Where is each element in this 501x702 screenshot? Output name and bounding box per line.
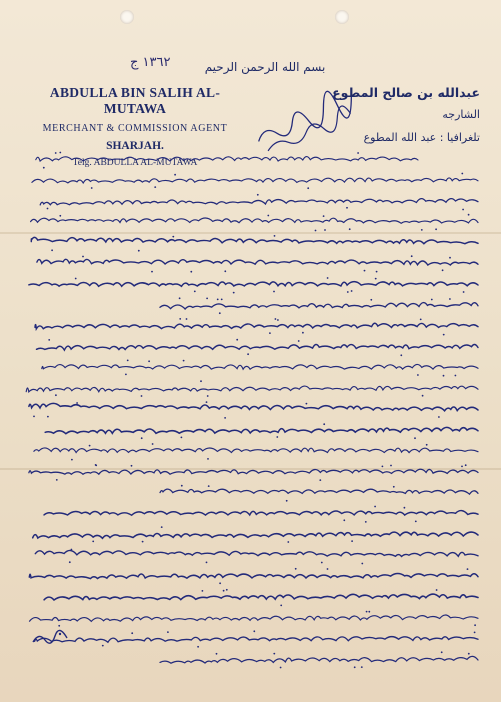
- diacritic-dot: [273, 653, 275, 655]
- diacritic-dot: [174, 174, 176, 176]
- handwriting-line: [35, 323, 478, 329]
- diacritic-dot: [321, 562, 323, 564]
- diacritic-dot: [102, 645, 104, 647]
- diacritic-dot: [307, 187, 309, 189]
- diacritic-dot: [368, 611, 370, 613]
- hijri-date: ١٣٦٢ ج: [130, 55, 171, 70]
- diacritic-dot: [463, 291, 465, 293]
- diacritic-dot: [224, 417, 226, 419]
- diacritic-dot: [421, 229, 423, 231]
- diacritic-dot: [347, 291, 349, 293]
- diacritic-dot: [71, 549, 73, 551]
- diacritic-dot: [435, 228, 437, 230]
- handwriting-line: [160, 656, 478, 663]
- diacritic-dot: [190, 271, 192, 273]
- diacritic-dot: [287, 541, 289, 543]
- diacritic-dot: [33, 416, 35, 418]
- diacritic-dot: [400, 354, 402, 356]
- diacritic-dot: [131, 465, 133, 467]
- diacritic-dot: [221, 299, 223, 301]
- diacritic-dot: [366, 611, 368, 613]
- diacritic-dot: [200, 380, 202, 382]
- diacritic-dot: [327, 568, 329, 570]
- diacritic-dot: [179, 297, 181, 299]
- diacritic-dot: [267, 215, 269, 217]
- diacritic-dot: [346, 207, 348, 209]
- diacritic-dot: [343, 519, 345, 521]
- diacritic-dot: [365, 521, 367, 523]
- diacritic-dot: [465, 464, 467, 466]
- diacritic-dot: [449, 257, 451, 259]
- diacritic-dot: [154, 186, 156, 188]
- merchant-name: ABDULLA BIN SALIH AL-MUTAWA: [49, 85, 221, 116]
- diacritic-dot: [217, 299, 219, 301]
- diacritic-dot: [370, 299, 372, 301]
- diacritic-dot: [233, 292, 235, 294]
- diacritic-dot: [141, 437, 143, 439]
- handwriting-line: [37, 259, 478, 265]
- diacritic-dot: [219, 582, 221, 584]
- handwriting-line: [29, 574, 478, 579]
- diacritic-dot: [197, 646, 199, 648]
- diacritic-dot: [315, 230, 317, 232]
- diacritic-dot: [236, 339, 238, 341]
- diacritic-dot: [351, 290, 353, 292]
- diacritic-dot: [206, 401, 208, 403]
- diacritic-dot: [223, 590, 225, 592]
- arabic-merchant-name: عبدالله بن صالح المطوع: [332, 85, 480, 100]
- diacritic-dot: [280, 605, 282, 607]
- diacritic-dot: [216, 653, 218, 655]
- diacritic-dot: [69, 561, 71, 563]
- handwriting-line: [45, 427, 478, 433]
- diacritic-dot: [438, 416, 440, 418]
- diacritic-dot: [461, 173, 463, 175]
- diacritic-dot: [474, 624, 476, 626]
- diacritic-dot: [247, 353, 249, 355]
- diacritic-dot: [89, 445, 91, 447]
- diacritic-dot: [441, 651, 443, 653]
- diacritic-dot: [148, 360, 150, 362]
- diacritic-dot: [206, 298, 208, 300]
- diacritic-dot: [59, 215, 61, 217]
- diacritic-dot: [436, 589, 438, 591]
- diacritic-dot: [127, 360, 129, 362]
- bismillah-header: بسم الله الرحمن الرحيم: [204, 60, 326, 74]
- diacritic-dot: [55, 394, 57, 396]
- diacritic-dot: [92, 541, 94, 543]
- merchant-city: SHARJAH.: [106, 140, 164, 152]
- diacritic-dot: [47, 416, 49, 418]
- diacritic-dot: [51, 249, 53, 251]
- diacritic-dot: [354, 666, 356, 668]
- diacritic-dot: [474, 632, 476, 634]
- diacritic-dot: [161, 526, 163, 528]
- diacritic-dot: [467, 568, 469, 570]
- diacritic-dot: [319, 479, 321, 481]
- diacritic-dot: [286, 500, 288, 502]
- diacritic-dot: [226, 589, 228, 591]
- handwriting-line: [44, 594, 478, 600]
- diacritic-dot: [194, 291, 196, 293]
- diacritic-dot: [323, 423, 325, 425]
- diacritic-dot: [323, 215, 325, 217]
- diacritic-dot: [415, 521, 417, 523]
- diacritic-dot: [422, 395, 424, 397]
- diacritic-dot: [431, 299, 433, 301]
- diacritic-dot: [269, 332, 271, 334]
- diacritic-dot: [91, 187, 93, 189]
- diacritic-dot: [468, 214, 470, 216]
- diacritic-dot: [151, 271, 153, 273]
- handwriting-line: [44, 511, 478, 516]
- diacritic-dot: [125, 374, 127, 376]
- diacritic-dot: [82, 256, 84, 258]
- diacritic-dot: [390, 465, 392, 467]
- diacritic-dot: [393, 486, 395, 488]
- diacritic-dot: [138, 250, 140, 252]
- diacritic-dot: [273, 291, 275, 293]
- diacritic-dot: [426, 444, 428, 446]
- diacritic-dot: [183, 360, 185, 362]
- diacritic-dot: [374, 506, 376, 508]
- handwriting-line: [30, 615, 479, 621]
- diacritic-dot: [364, 270, 366, 272]
- diacritic-dot: [361, 563, 363, 565]
- diacritic-dot: [462, 209, 464, 211]
- handwriting-line: [29, 469, 478, 474]
- telegraph-address: Telg. ABDULLA AL-MUTAWA: [72, 158, 198, 168]
- diacritic-dot: [257, 194, 259, 196]
- diacritic-dot: [449, 298, 451, 300]
- diacritic-dot: [186, 318, 188, 320]
- diacritic-dot: [179, 318, 181, 320]
- diacritic-dot: [71, 459, 73, 461]
- handwriting-line: [160, 489, 478, 494]
- diacritic-dot: [306, 403, 308, 405]
- diacritic-dot: [202, 590, 204, 592]
- diacritic-dot: [461, 466, 463, 468]
- diacritic-dot: [207, 395, 209, 397]
- merchant-subtitle: MERCHANT & COMMISSION AGENT: [42, 123, 228, 134]
- diacritic-dot: [443, 375, 445, 377]
- diacritic-dot: [382, 466, 384, 468]
- diacritic-dot: [280, 667, 282, 669]
- diacritic-dot: [274, 235, 276, 237]
- diacritic-dot: [375, 278, 377, 280]
- diacritic-dot: [417, 374, 419, 376]
- diacritic-dot: [253, 630, 255, 632]
- signature-mark: [30, 628, 70, 648]
- diacritic-dot: [43, 167, 45, 169]
- diacritic-dot: [295, 568, 297, 570]
- handwriting-line: [29, 403, 478, 410]
- diacritic-dot: [142, 541, 144, 543]
- diacritic-dot: [47, 208, 49, 210]
- diacritic-dot: [48, 339, 50, 341]
- diacritic-dot: [443, 334, 445, 336]
- diacritic-dot: [414, 437, 416, 439]
- diacritic-dot: [181, 437, 183, 439]
- diacritic-dot: [298, 340, 300, 342]
- diacritic-dot: [376, 271, 378, 273]
- handwriting-line: [35, 637, 478, 643]
- diacritic-dot: [58, 625, 60, 627]
- diacritic-dot: [219, 312, 221, 314]
- diacritic-dot: [276, 436, 278, 438]
- diacritic-dot: [141, 395, 143, 397]
- diacritic-dot: [442, 269, 444, 271]
- diacritic-dot: [420, 319, 422, 321]
- diacritic-dot: [327, 277, 329, 279]
- arabic-city: الشارجه: [442, 108, 480, 121]
- handwriting-line: [42, 364, 478, 369]
- diacritic-dot: [224, 270, 226, 272]
- diacritic-dot: [76, 402, 78, 404]
- handwriting-line: [31, 218, 478, 223]
- diacritic-dot: [75, 278, 77, 280]
- diacritic-dot: [167, 631, 169, 633]
- handwriting-line: [31, 237, 478, 243]
- diacritic-dot: [351, 540, 353, 542]
- handwriting-line: [40, 199, 478, 205]
- handwriting-line: [32, 178, 478, 183]
- diacritic-dot: [181, 485, 183, 487]
- handwriting-line: [26, 386, 478, 392]
- diacritic-dot: [206, 562, 208, 564]
- diacritic-dot: [277, 319, 279, 321]
- handwriting-line: [160, 303, 478, 309]
- diacritic-dot: [302, 332, 304, 334]
- diacritic-dot: [404, 507, 406, 509]
- diacritic-dot: [59, 152, 61, 154]
- handwriting-line: [37, 344, 479, 350]
- diacritic-dot: [56, 479, 58, 481]
- diacritic-dot: [349, 228, 351, 230]
- diacritic-dot: [357, 152, 359, 154]
- diacritic-dot: [455, 375, 457, 377]
- handwriting-line: [35, 550, 478, 556]
- diacritic-dot: [361, 666, 363, 668]
- handwriting-line: [29, 282, 478, 287]
- diacritic-dot: [468, 653, 470, 655]
- diacritic-dot: [131, 632, 133, 634]
- diacritic-dot: [55, 152, 57, 154]
- diacritic-dot: [207, 458, 209, 460]
- handwriting-line: [33, 532, 478, 538]
- arabic-telegraph: تلغرافيا : عبد الله المطوع: [363, 131, 480, 144]
- handwriting-line: [36, 157, 418, 162]
- diacritic-dot: [411, 255, 413, 257]
- diacritic-dot: [275, 318, 277, 320]
- diacritic-dot: [95, 465, 97, 467]
- diacritic-dot: [208, 485, 210, 487]
- handwriting-line: [34, 448, 478, 453]
- diacritic-dot: [152, 443, 154, 445]
- diacritic-dot: [324, 229, 326, 231]
- diacritic-dot: [172, 236, 174, 238]
